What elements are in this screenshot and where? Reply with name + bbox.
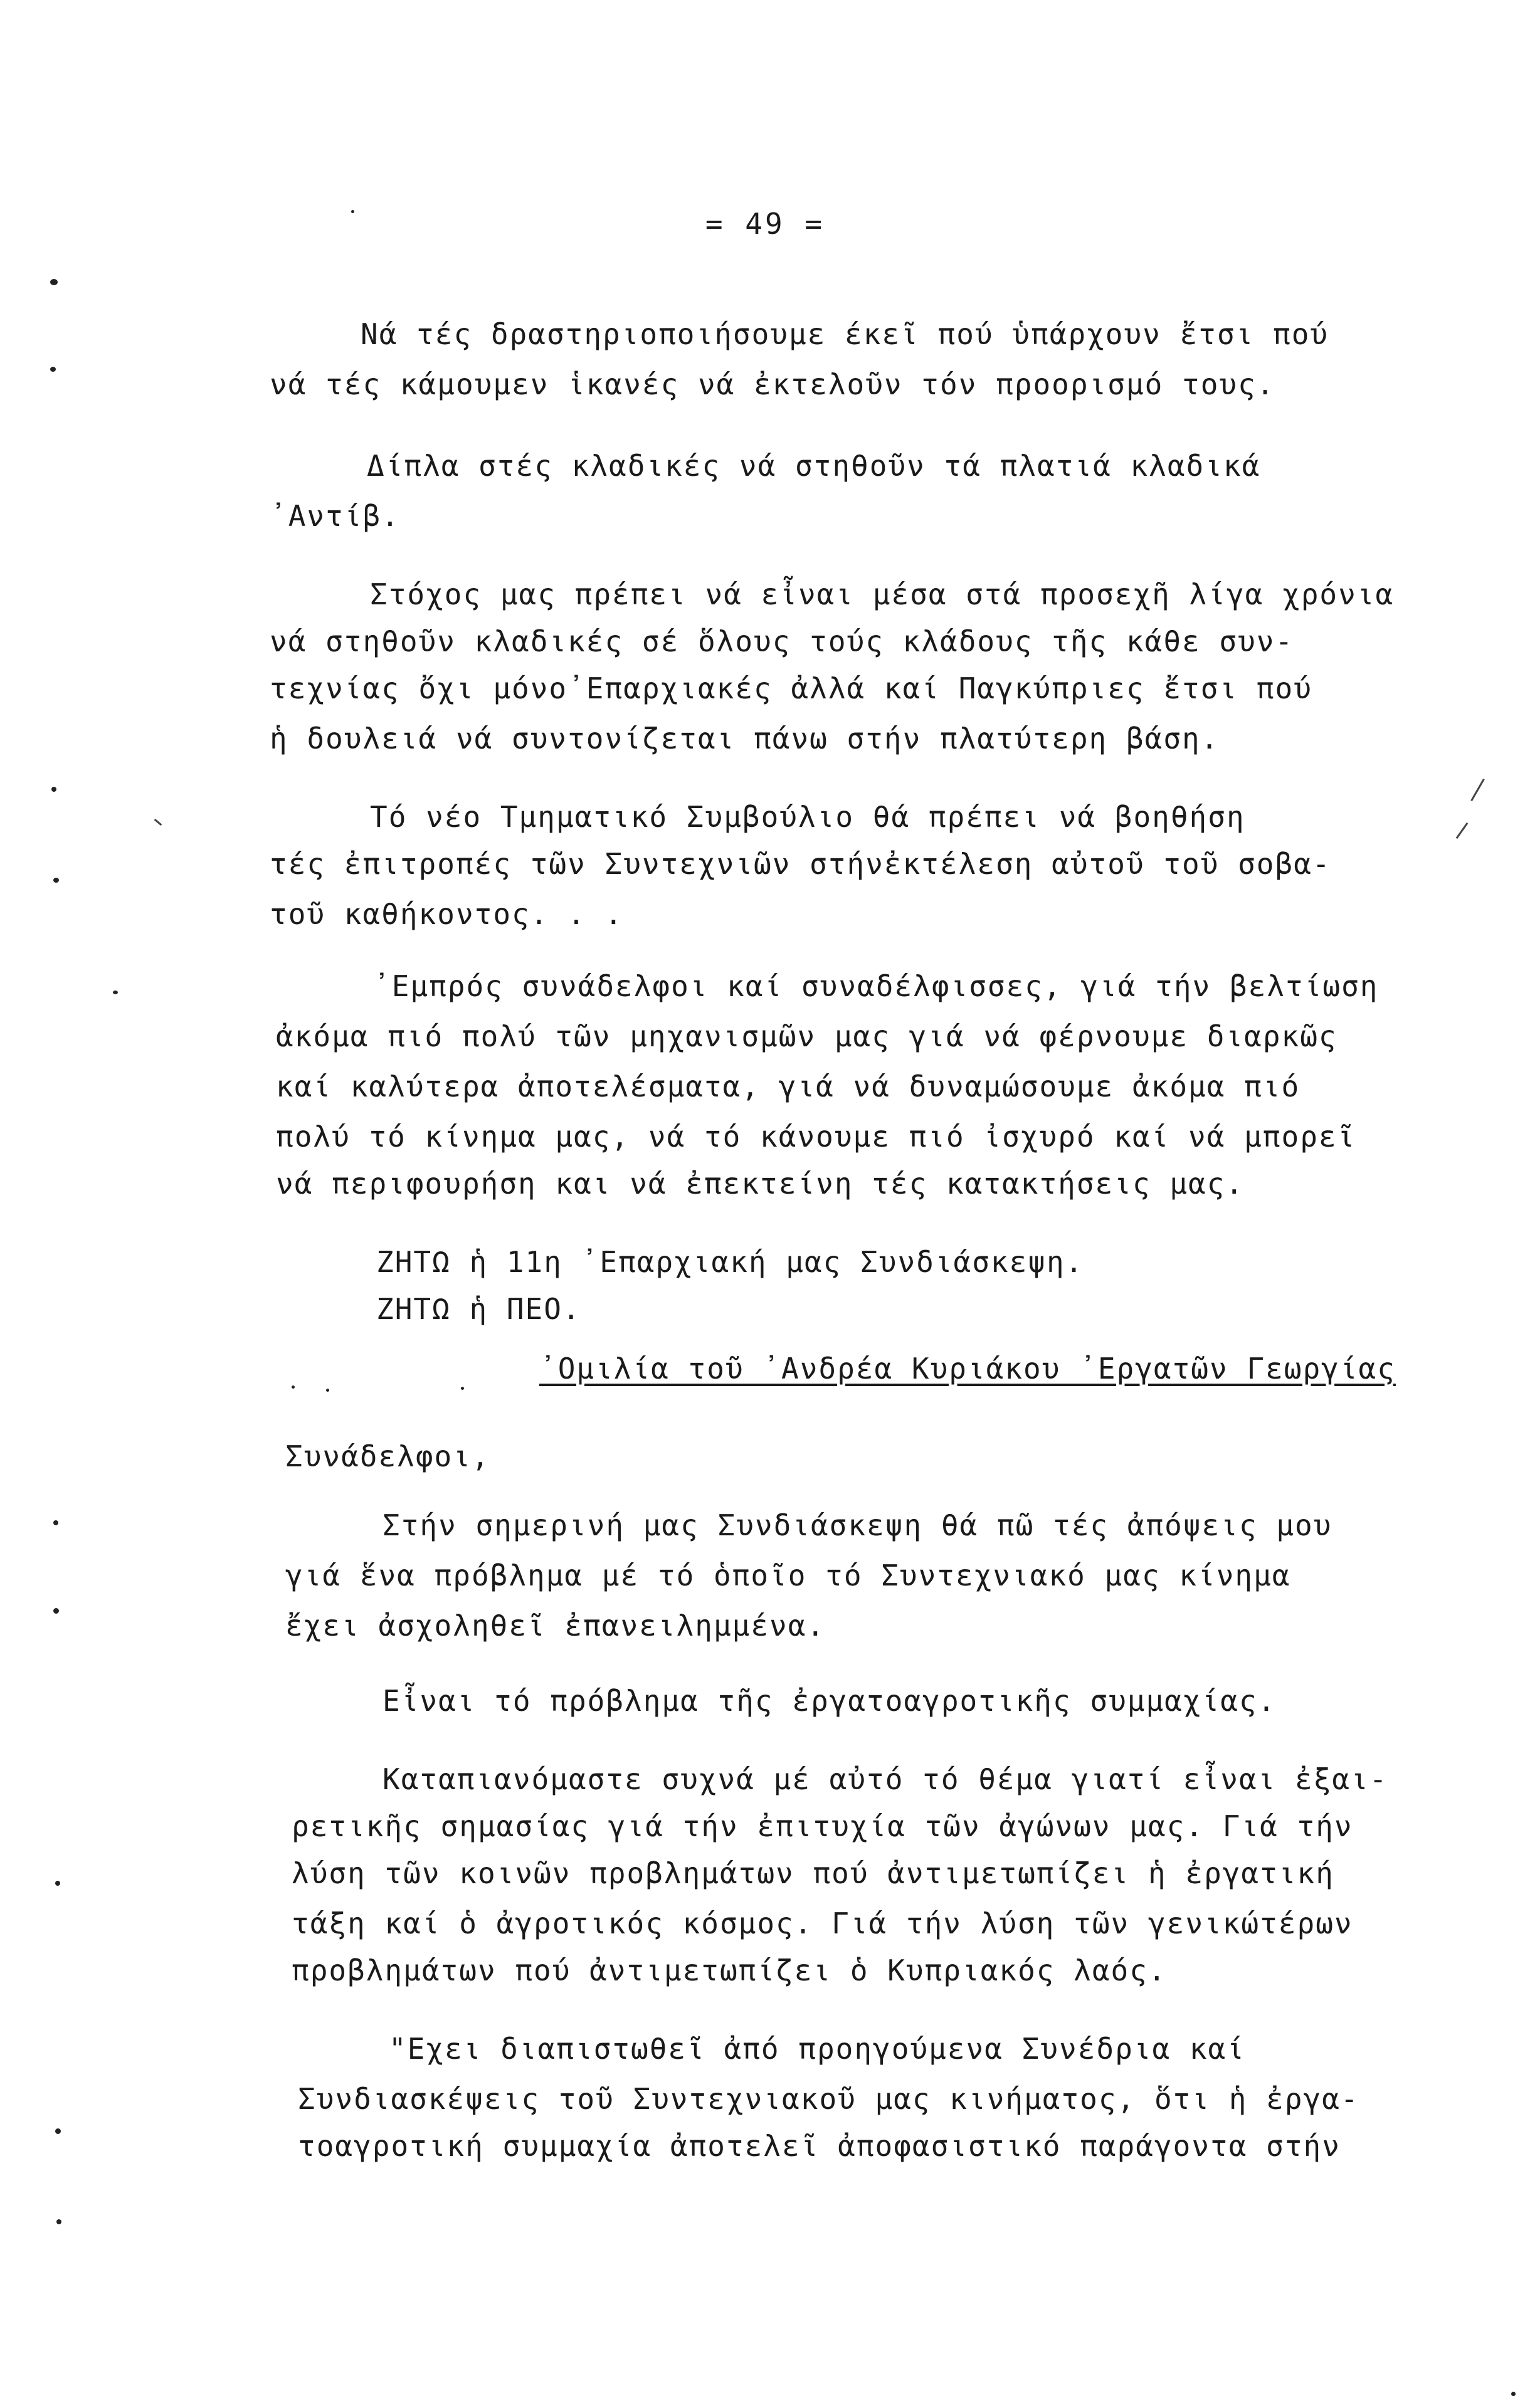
scan-mark [1470,779,1485,801]
scan-mark [1456,823,1469,839]
scan-speck [292,1385,295,1389]
text-line: νά στηθοῦν κλαδικές σέ ὅλους τούς κλάδους τῆς κάθε συν- [270,624,1294,658]
text-line: Εἶναι τό πρόβλημα τῆς ἐργατοαγροτικῆς συμμαχίας. [382,1684,1277,1718]
text-line: ρετικῆς σημασίας γιά τήν ἐπιτυχία τῶν ἀγώνων μας. Γιά τήν [292,1809,1353,1843]
text-line: ἀκόμα πιό πολύ τῶν μηχανισμῶν μας γιά νά φέρνουμε διαρκῶς [276,1019,1337,1053]
text-line: τεχνίας ὄχι μόνο᾽Επαρχιακές ἀλλά καί Παγκύπριες ἔτσι πού [270,671,1312,705]
text-line: ΖΗΤΩ ἡ ΠΕΟ. [376,1292,581,1326]
text-line: ᾽Εμπρός συνάδελφοι καί συναδέλφισσες, γιά τήν βελτίωση [373,969,1379,1003]
scan-speck [51,787,56,792]
scan-mark [154,819,162,826]
text-line: τοαγροτική συμμαχία ἀποτελεῖ ἀποφασιστικό παράγοντα στήν [298,2129,1341,2163]
text-line: Συνάδελφοι, [285,1439,490,1473]
text-line: Συνδιασκέψεις τοῦ Συντεχνιακοῦ μας κινήματος, ὅτι ἡ ἐργα- [298,2082,1359,2116]
text-line: νά περιφουρήση και νά ἐπεκτείνη τές κατακτήσεις μας. [276,1167,1245,1201]
text-line: ἡ δουλειά νά συντονίζεται πάνω στήν πλατύτερη βάση. [270,722,1220,755]
text-line: νά τές κάμουμεν ἱκανές νά ἐκτελοῦν τόν προορισμό τους. [270,367,1275,401]
scan-speck [113,991,118,994]
scan-speck [351,210,354,213]
text-line: "Εχει διαπιστωθεῖ ἀπό προηγούμενα Συνέδρια καί [389,2032,1245,2066]
scan-speck [56,2219,61,2224]
text-line: γιά ἕνα πρόβλημα μέ τό ὁποῖο τό Συντεχνιακό μας κίνημα [285,1559,1291,1592]
scan-speck [50,279,58,285]
text-line: ἔχει ἀσχοληθεῖ ἐπανειλημμένα. [285,1609,826,1643]
scan-speck [53,1608,59,1614]
text-line: ᾽Αντίβ. [270,499,400,533]
text-line: λύση τῶν κοινῶν προβλημάτων πού ἀντιμετωπίζει ἡ ἐργατική [292,1856,1334,1890]
text-line: τάξη καί ὁ ἀγροτικός κόσμος. Γιά τήν λύση τῶν γενικώτέρων [292,1906,1353,1940]
text-line: Νά τές δραστηριοποιήσουμε έκεῖ πού ὑπάρχουν ἔτσι πού [361,317,1329,351]
scan-speck [53,1520,58,1525]
text-line: ΖΗΤΩ ἡ 11η ᾽Επαρχιακή μας Συνδιάσκεψη. [376,1245,1084,1279]
text-line: Καταπιανόμαστε συχνά μέ αὐτό τό θέμα γιατί εἶναι ἐξαι- [382,1762,1388,1796]
scan-speck [326,1389,329,1392]
scan-speck [55,2128,61,2134]
text-line: προβλημάτων πού ἀντιμετωπίζει ὁ Κυπριακός λαός. [292,1953,1167,1987]
scan-speck [55,1881,60,1886]
scan-speck [50,367,56,372]
scan-speck [461,1387,464,1390]
text-line: πολύ τό κίνημα μας, νά τό κάνουμε πιό ἰσχυρό καί νά μπορεῖ [276,1120,1356,1154]
text-line: Τό νέο Τμηματικό Συμβούλιο θά πρέπει νά βοηθήση [370,800,1245,834]
text-line: τές ἐπιτροπές τῶν Συντεχνιῶν στήνἐκτέλεση αὐτοῦ τοῦ σοβα- [270,847,1331,881]
page-number: = 49 = [705,207,825,241]
text-line: καί καλύτερα ἀποτελέσματα, γιά νά δυναμώσουμε ἀκόμα πιό [276,1070,1300,1103]
scan-speck [53,878,59,883]
section-heading: ᾽Ομιλία τοῦ ᾽Ανδρέα Κυριάκου ᾽Εργατῶν Γεωργίας [539,1352,1396,1385]
text-line: Δίπλα στές κλαδικές νά στηθοῦν τά πλατιά κλαδικά [367,449,1261,483]
text-line: τοῦ καθήκοντος. . . [270,897,624,931]
scan-speck [1511,2392,1516,2396]
text-line: Στόχος μας πρέπει νά εἶναι μέσα στά προσεχῆ λίγα χρόνια [370,577,1395,611]
text-line: Στήν σημερινή μας Συνδιάσκεψη θά πῶ τές ἀπόψεις μου [382,1508,1332,1542]
